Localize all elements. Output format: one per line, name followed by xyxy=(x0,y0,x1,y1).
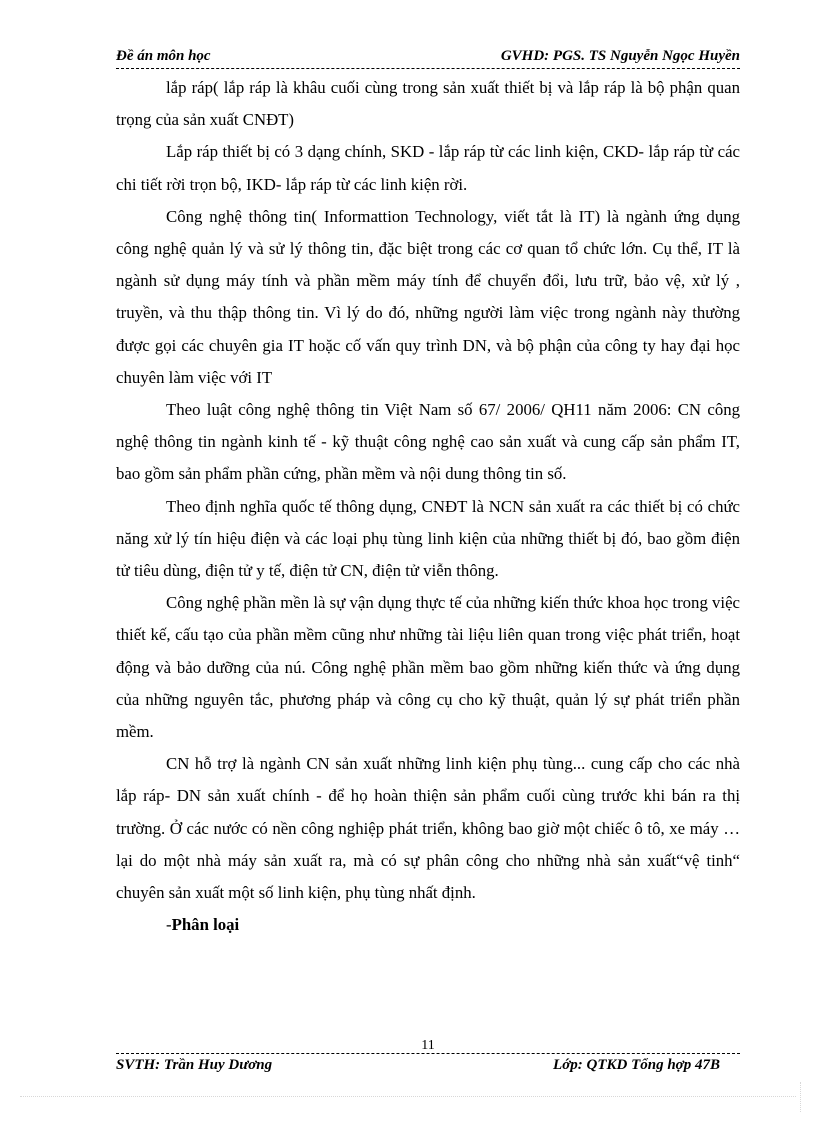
section-prefix: - xyxy=(166,915,172,935)
paragraph-5: Theo định nghĩa quốc tế thông dụng, CNĐT là NCN sản xuất ra các thiết bị có chức năng xử lý tín hiệu điện và các loại phụ tùng linh kiện của những thiết bị đó, bao gồm điện tử tiêu dùng, điện tử y tế, điện tử CN, điện tử viễn thông. xyxy=(116,496,740,581)
paragraph-6: Công nghệ phần mền là sự vận dụng thực tế của những kiến thức khoa học trong việc thiết kế, cấu tạo của phần mềm cũng như những tài liệu liên quan trong việc phát triển, hoạt động và bảo dưỡng của nú. Công nghệ phần mềm bao gồm những kiến thức và ứng dụng của những nguyên tắc, phương pháp và công cụ cho kỹ thuật, quản lý sự phát triển phần mềm. xyxy=(116,593,740,742)
paragraph-3: Công nghệ thông tin( Informattion Technology, viết tắt là IT) là ngành ứng dụng công nghệ quản lý và sử lý thông tin, đặc biệt trong các cơ quan tổ chức lớn. Cụ thể, IT là ngành sử dụng máy tính và phần mềm máy tính để chuyển đổi, lưu trữ, bảo vệ, xử lý , truyền, và thu thập thông tin. Vì lý do đó, những người làm việc trong ngành này thường được gọi các chuyên gia IT hoặc cố vấn quy trình DN, và bộ phận của công ty hay đại học chuyên làm việc với IT xyxy=(116,206,740,387)
footer-class: Lớp: QTKD Tổng hợp 47B xyxy=(553,1057,720,1073)
page-boundary-line xyxy=(20,1096,796,1097)
header-course-title: Đề án môn học xyxy=(116,48,211,64)
paragraph-1: lắp ráp( lắp ráp là khâu cuối cùng trong sản xuất thiết bị và lắp ráp là bộ phận quan trọng của sản xuất CNĐT) xyxy=(116,78,740,130)
document-body xyxy=(116,72,740,941)
page-boundary-mark xyxy=(800,1082,801,1112)
paragraph-4: Theo luật công nghệ thông tin Việt Nam số 67/ 2006/ QH11 năm 2006: CN công nghệ thông tin ngành kinh tế - kỹ thuật công nghệ cao sản xuất và cung cấp sản phẩm IT, bao gồm sản phẩm phần cứng, phần mềm và nội dung thông tin số. xyxy=(116,400,740,484)
page-footer xyxy=(116,1053,740,1074)
header-supervisor: GVHD: PGS. TS Nguyễn Ngọc Huyền xyxy=(500,48,740,64)
paragraph-7: CN hỗ trợ là ngành CN sản xuất những linh kiện phụ tùng... cung cấp cho các nhà lắp ráp- DN sản xuất chính - để họ hoàn thiện sản phẩm cuối cùng trước khi bán ra thị trường. Ở các nước có nền công nghiệp phát triển, không bao giờ một chiếc ô tô, xe máy … lại do một nhà máy sản xuất ra, mà có sự phân công cho những nhà sản xuất“vệ tinh“ chuyên sản xuất một số linh kiện, phụ tùng nhất định. xyxy=(116,754,740,903)
section-title: Phân loại xyxy=(171,915,240,935)
paragraph-2: Lắp ráp thiết bị có 3 dạng chính, SKD - lắp ráp từ các linh kiện, CKD- lắp ráp từ các chi tiết rời trọn bộ, IKD- lắp ráp từ các linh kiện rời. xyxy=(116,142,740,194)
page-header xyxy=(116,48,740,69)
footer-student: SVTH: Trần Huy Dương xyxy=(116,1057,273,1073)
page-number: 11 xyxy=(421,1038,435,1053)
section-heading xyxy=(116,909,740,941)
